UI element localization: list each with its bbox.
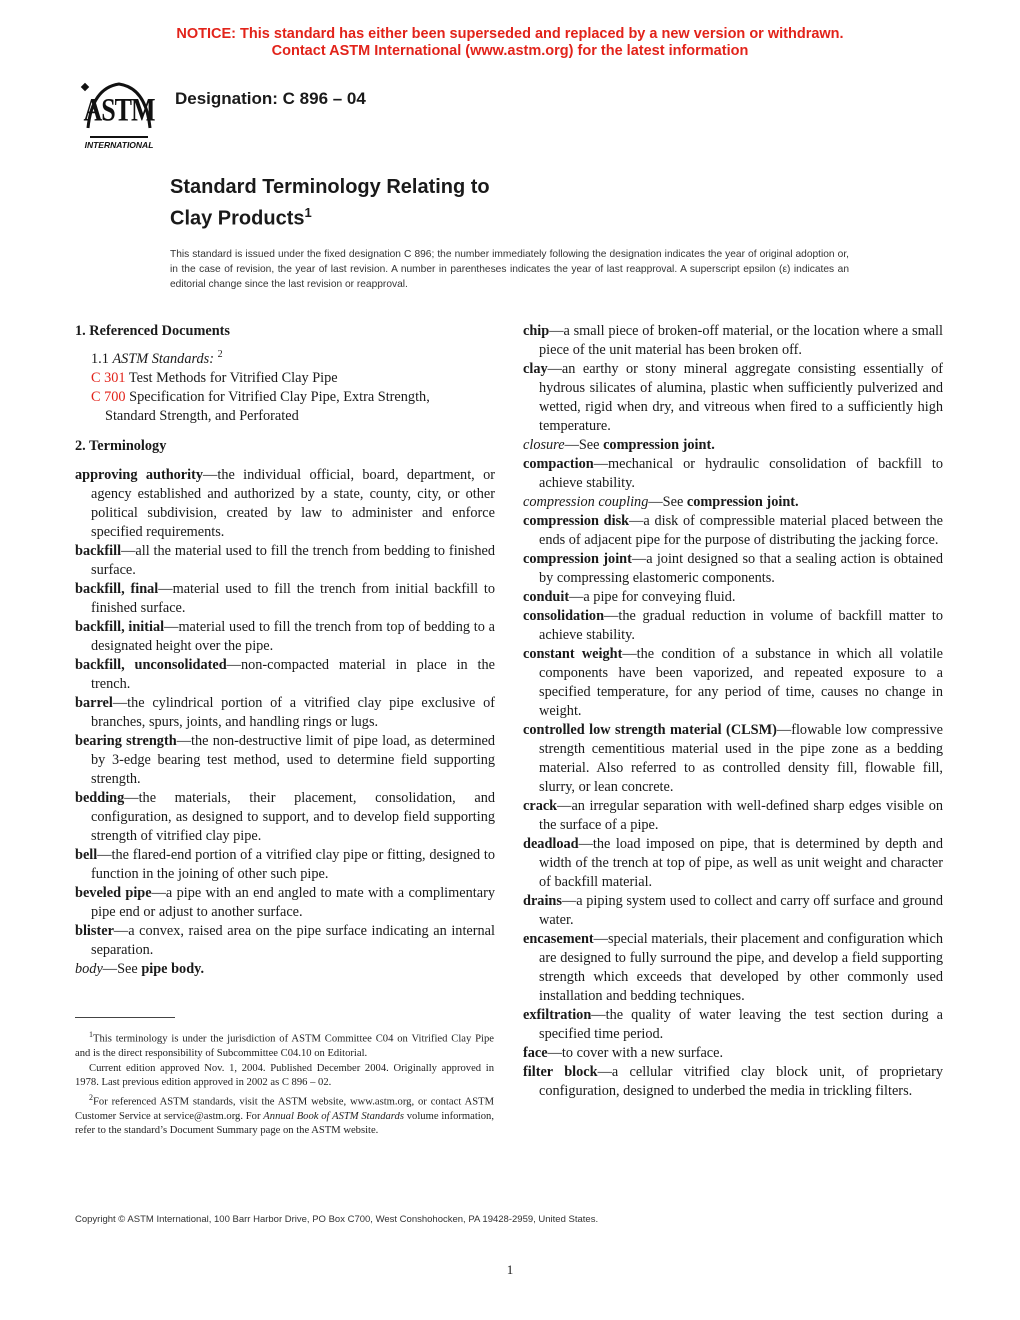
term-entry: [523, 588, 943, 607]
reference-code-link[interactable]: C 700: [91, 388, 126, 405]
reference-title: Specification for Vitrified Clay Pipe, Extra Strength,: [129, 388, 430, 405]
term-name: compression coupling: [523, 494, 649, 510]
subsection-1-1: [75, 345, 495, 369]
term-entry-see: [75, 960, 495, 979]
section-2-heading: 2. Terminology: [75, 437, 167, 454]
term-definition: —the cylindrical portion of a vitrified clay pipe exclusive of branches, spurs, joints, and handling rings or lugs.: [91, 694, 495, 730]
term-definition: —the gradual reduction in volume of backfill matter to achieve stability.: [539, 608, 943, 643]
footnote-1: [75, 1028, 494, 1062]
term-entry: [75, 846, 495, 884]
term-definition: —material used to fill the trench from top of bedding to a designated height over the pipe.: [91, 618, 495, 654]
term-definition: —material used to fill the trench from initial backfill to finished surface.: [91, 580, 495, 616]
term-name: crack: [523, 798, 558, 814]
term-see-target: compression joint.: [686, 494, 799, 510]
logo-text: ASTM: [83, 92, 155, 129]
term-name: beveled pipe: [75, 884, 152, 901]
withdrawal-notice: [0, 26, 1020, 60]
reference-code-link[interactable]: C 301: [91, 369, 126, 386]
footnote-2-italic: Annual Book of ASTM Standards: [263, 1110, 404, 1122]
term-name: conduit: [523, 589, 570, 605]
term-definition: —the individual official, board, department, or agency established and authorized by a state, county, city, or other political subdivision, created by law to administer and enforce specified requirements.: [91, 466, 495, 540]
term-definition: —non-compacted material in place in the trench.: [91, 656, 495, 692]
term-name: bedding: [75, 789, 125, 806]
term-name: controlled low strength material (CLSM): [523, 722, 777, 738]
term-definition: —the materials, their placement, consolidation, and configuration, as designed to support, and to develop field supporting strength of vitrified clay pipe.: [91, 789, 495, 844]
term-entry: [523, 1044, 943, 1063]
term-definition: —the flared-end portion of a vitrified clay pipe or fitting, designed to function in the joining of other such pipe.: [91, 846, 495, 882]
term-definition: —the condition of a substance in which all volatile components have been vaporized, and repeated exposure to a specified temperature, for any period of time, causes no change in weight.: [539, 646, 943, 719]
logo-subtext: INTERNATIONAL: [84, 140, 154, 150]
term-name: consolidation: [523, 608, 605, 624]
term-see: —See: [102, 960, 142, 977]
subsection-number: 1.1: [91, 350, 109, 367]
term-entry: [75, 884, 495, 922]
term-definition: —the non-destructive limit of pipe load, as determined by 3-edge bearing test method, used to determine field supporting strength.: [91, 732, 496, 787]
reference-item: [75, 388, 495, 426]
term-definition: —to cover with a new surface.: [547, 1045, 724, 1061]
right-column: [523, 322, 943, 1101]
issued-statement: This standard is issued under the fixed designation C 896; the number immediately following the designation indicates the year of original adoption or, in the case of revision, the year of last revision. A number in parentheses indicates the year of last reapproval. A superscript epsilon (ε) indicates an editorial change since the last revision or reapproval.: [170, 249, 849, 290]
term-name: bearing strength: [75, 732, 177, 749]
reference-list: [75, 369, 495, 426]
term-name: chip: [523, 323, 550, 339]
term-definition: —all the material used to fill the trench from bedding to finished surface.: [91, 542, 495, 578]
term-entry: [523, 1063, 943, 1101]
reference-item: [75, 369, 495, 388]
title-line-1: Standard Terminology Relating to: [170, 176, 490, 198]
term-name: compaction: [523, 456, 594, 472]
left-terms-list: [75, 466, 495, 960]
term-name: deadload: [523, 836, 579, 852]
term-entry: [75, 466, 495, 542]
term-entry: [523, 645, 943, 721]
footnote-1-text: This terminology is under the jurisdiction of ASTM Committee C04 on Vitrified Clay Pipe and is the direct responsibility of Subcommittee C04.10 on Editorial.: [75, 1033, 494, 1060]
term-name: drains: [523, 893, 562, 909]
term-definition: —an irregular separation with well-defined sharp edges visible on the surface of a pipe.: [539, 798, 943, 833]
designation: Designation: C 896 – 04: [175, 89, 366, 108]
term-entry: [523, 607, 943, 645]
term-definition: —a disk of compressible material placed between the ends of adjacent pipe for the purpose of distributing the jacking force.: [539, 513, 944, 548]
term-entry: [75, 656, 495, 694]
reference-title: Test Methods for Vitrified Clay Pipe: [128, 369, 338, 386]
term-name: barrel: [75, 694, 113, 711]
astm-logo: [76, 78, 162, 152]
term-definition: —a joint designed so that a sealing action is obtained by compressing elastomeric components.: [539, 551, 943, 586]
footnote-2: [75, 1091, 494, 1139]
term-definition: —a convex, raised area on the pipe surface indicating an internal separation.: [91, 922, 495, 958]
edition-note: Current edition approved Nov. 1, 2004. Published December 2004. Originally approved in 1978. Last previous edition approved in 2002 as C 896 – 02.: [75, 1062, 494, 1089]
term-definition: —the quality of water leaving the test section during a specified time period.: [539, 1007, 943, 1042]
term-name: backfill, initial: [75, 618, 165, 635]
term-name: body: [75, 960, 103, 977]
term-see-target: pipe body.: [141, 960, 205, 977]
term-name: bell: [75, 846, 98, 863]
term-definition: —the load imposed on pipe, that is determined by depth and width of the trench at top of pipe, as well as unit weight and character of backfill material.: [539, 836, 943, 890]
term-entry: [75, 580, 495, 618]
term-entry-see: [523, 436, 943, 455]
term-definition: —a cellular vitrified clay block unit, of proprietary configuration, designed to underbed the media in trickling filters.: [539, 1064, 944, 1099]
reference-title-cont: Standard Strength, and Perforated: [105, 407, 299, 424]
term-name: backfill, unconsolidated: [75, 656, 227, 673]
term-name: clay: [523, 361, 548, 377]
copyright: Copyright © ASTM International, 100 Barr Harbor Drive, PO Box C700, West Conshohocken, PA 19428-2959, United States.: [75, 1214, 599, 1225]
subsection-label: ASTM Standards:: [112, 350, 214, 367]
subsection-footnote-ref: 2: [217, 349, 223, 360]
term-name: backfill: [75, 542, 122, 559]
left-column: [75, 322, 495, 979]
term-name: exfiltration: [523, 1007, 592, 1023]
term-name: constant weight: [523, 646, 623, 662]
term-entry: [523, 721, 943, 797]
term-name: compression joint: [523, 551, 632, 567]
term-entry: [75, 789, 495, 846]
term-entry: [523, 892, 943, 930]
term-definition: —a small piece of broken-off material, or the location where a small piece of the unit material has been broken off.: [539, 323, 943, 358]
footnote-rule: [75, 1017, 175, 1018]
section-1-heading: 1. Referenced Documents: [75, 323, 230, 339]
term-see-target: compression joint.: [603, 437, 715, 453]
footnotes: [75, 1028, 494, 1139]
term-definition: —special materials, their placement and configuration which are designed to fully surround the pipe, and develop a field supporting strength which exceeds that developed by other commonly used installation and bedding techniques.: [539, 931, 943, 1004]
term-entry: [523, 322, 943, 360]
term-entry: [523, 1006, 943, 1044]
term-entry: [75, 618, 495, 656]
term-name: compression disk: [523, 513, 630, 529]
term-definition: —flowable low compressive strength cementitious material used in the pipe zone as a bedding material. Also referred to as controlled density fill, flowable fill, slurry, or lean concrete.: [539, 722, 943, 795]
term-name: closure: [523, 437, 565, 453]
term-definition: —a piping system used to collect and carry off surface and ground water.: [539, 893, 943, 928]
footnote-1-marker: 1: [89, 1030, 93, 1039]
right-terms-list: [523, 322, 943, 1101]
term-entry: [523, 835, 943, 892]
term-entry: [523, 455, 943, 493]
footnote-2-text-b: volume information, refer to the standard’s Document Summary page on the ASTM website.: [75, 1110, 494, 1137]
term-definition: —a pipe for conveying fluid.: [569, 589, 736, 605]
term-name: face: [523, 1045, 548, 1061]
term-entry: [75, 922, 495, 960]
page-number: 1: [506, 1262, 514, 1277]
term-entry: [523, 550, 943, 588]
footnote-2-marker: 2: [89, 1092, 93, 1102]
term-definition: —an earthy or stony mineral aggregate consisting essentially of hydrous silicates of alumina, plastic when sufficiently pulverized and wetted, rigid when dry, and vitreous when fired to a sufficiently high temperature.: [539, 361, 943, 434]
notice-line-2: Contact ASTM International (www.astm.org) for the latest information: [271, 43, 749, 59]
title-footnote-ref: 1: [304, 205, 312, 220]
term-name: approving authority: [75, 466, 204, 483]
term-entry: [523, 360, 943, 436]
document-title: [170, 174, 490, 232]
term-name: blister: [75, 922, 114, 939]
term-entry: [523, 512, 943, 550]
term-entry: [523, 797, 943, 835]
term-entry: [75, 732, 495, 789]
title-line-2-text: Clay Products: [170, 207, 305, 230]
title-line-2: [170, 200, 490, 232]
term-entry: [75, 694, 495, 732]
term-entry: [523, 930, 943, 1006]
term-name: encasement: [523, 931, 594, 947]
term-entry: [75, 542, 495, 580]
term-entry-see: [523, 493, 943, 512]
term-definition: —mechanical or hydraulic consolidation of backfill to achieve stability.: [539, 456, 943, 491]
term-see: —See: [564, 437, 604, 453]
term-see: —See: [648, 494, 687, 510]
term-name: backfill, final: [75, 580, 159, 597]
footnote-2-text-a: For referenced ASTM standards, visit the ASTM website, www.astm.org, or contact ASTM Customer Service at service@astm.org. For: [75, 1096, 494, 1122]
term-definition: —a pipe with an end angled to mate with a complimentary pipe end or adjust to another surface.: [91, 884, 495, 920]
notice-line-1: NOTICE: This standard has either been superseded and replaced by a new version or withdrawn.: [176, 26, 844, 42]
term-name: filter block: [523, 1064, 598, 1080]
